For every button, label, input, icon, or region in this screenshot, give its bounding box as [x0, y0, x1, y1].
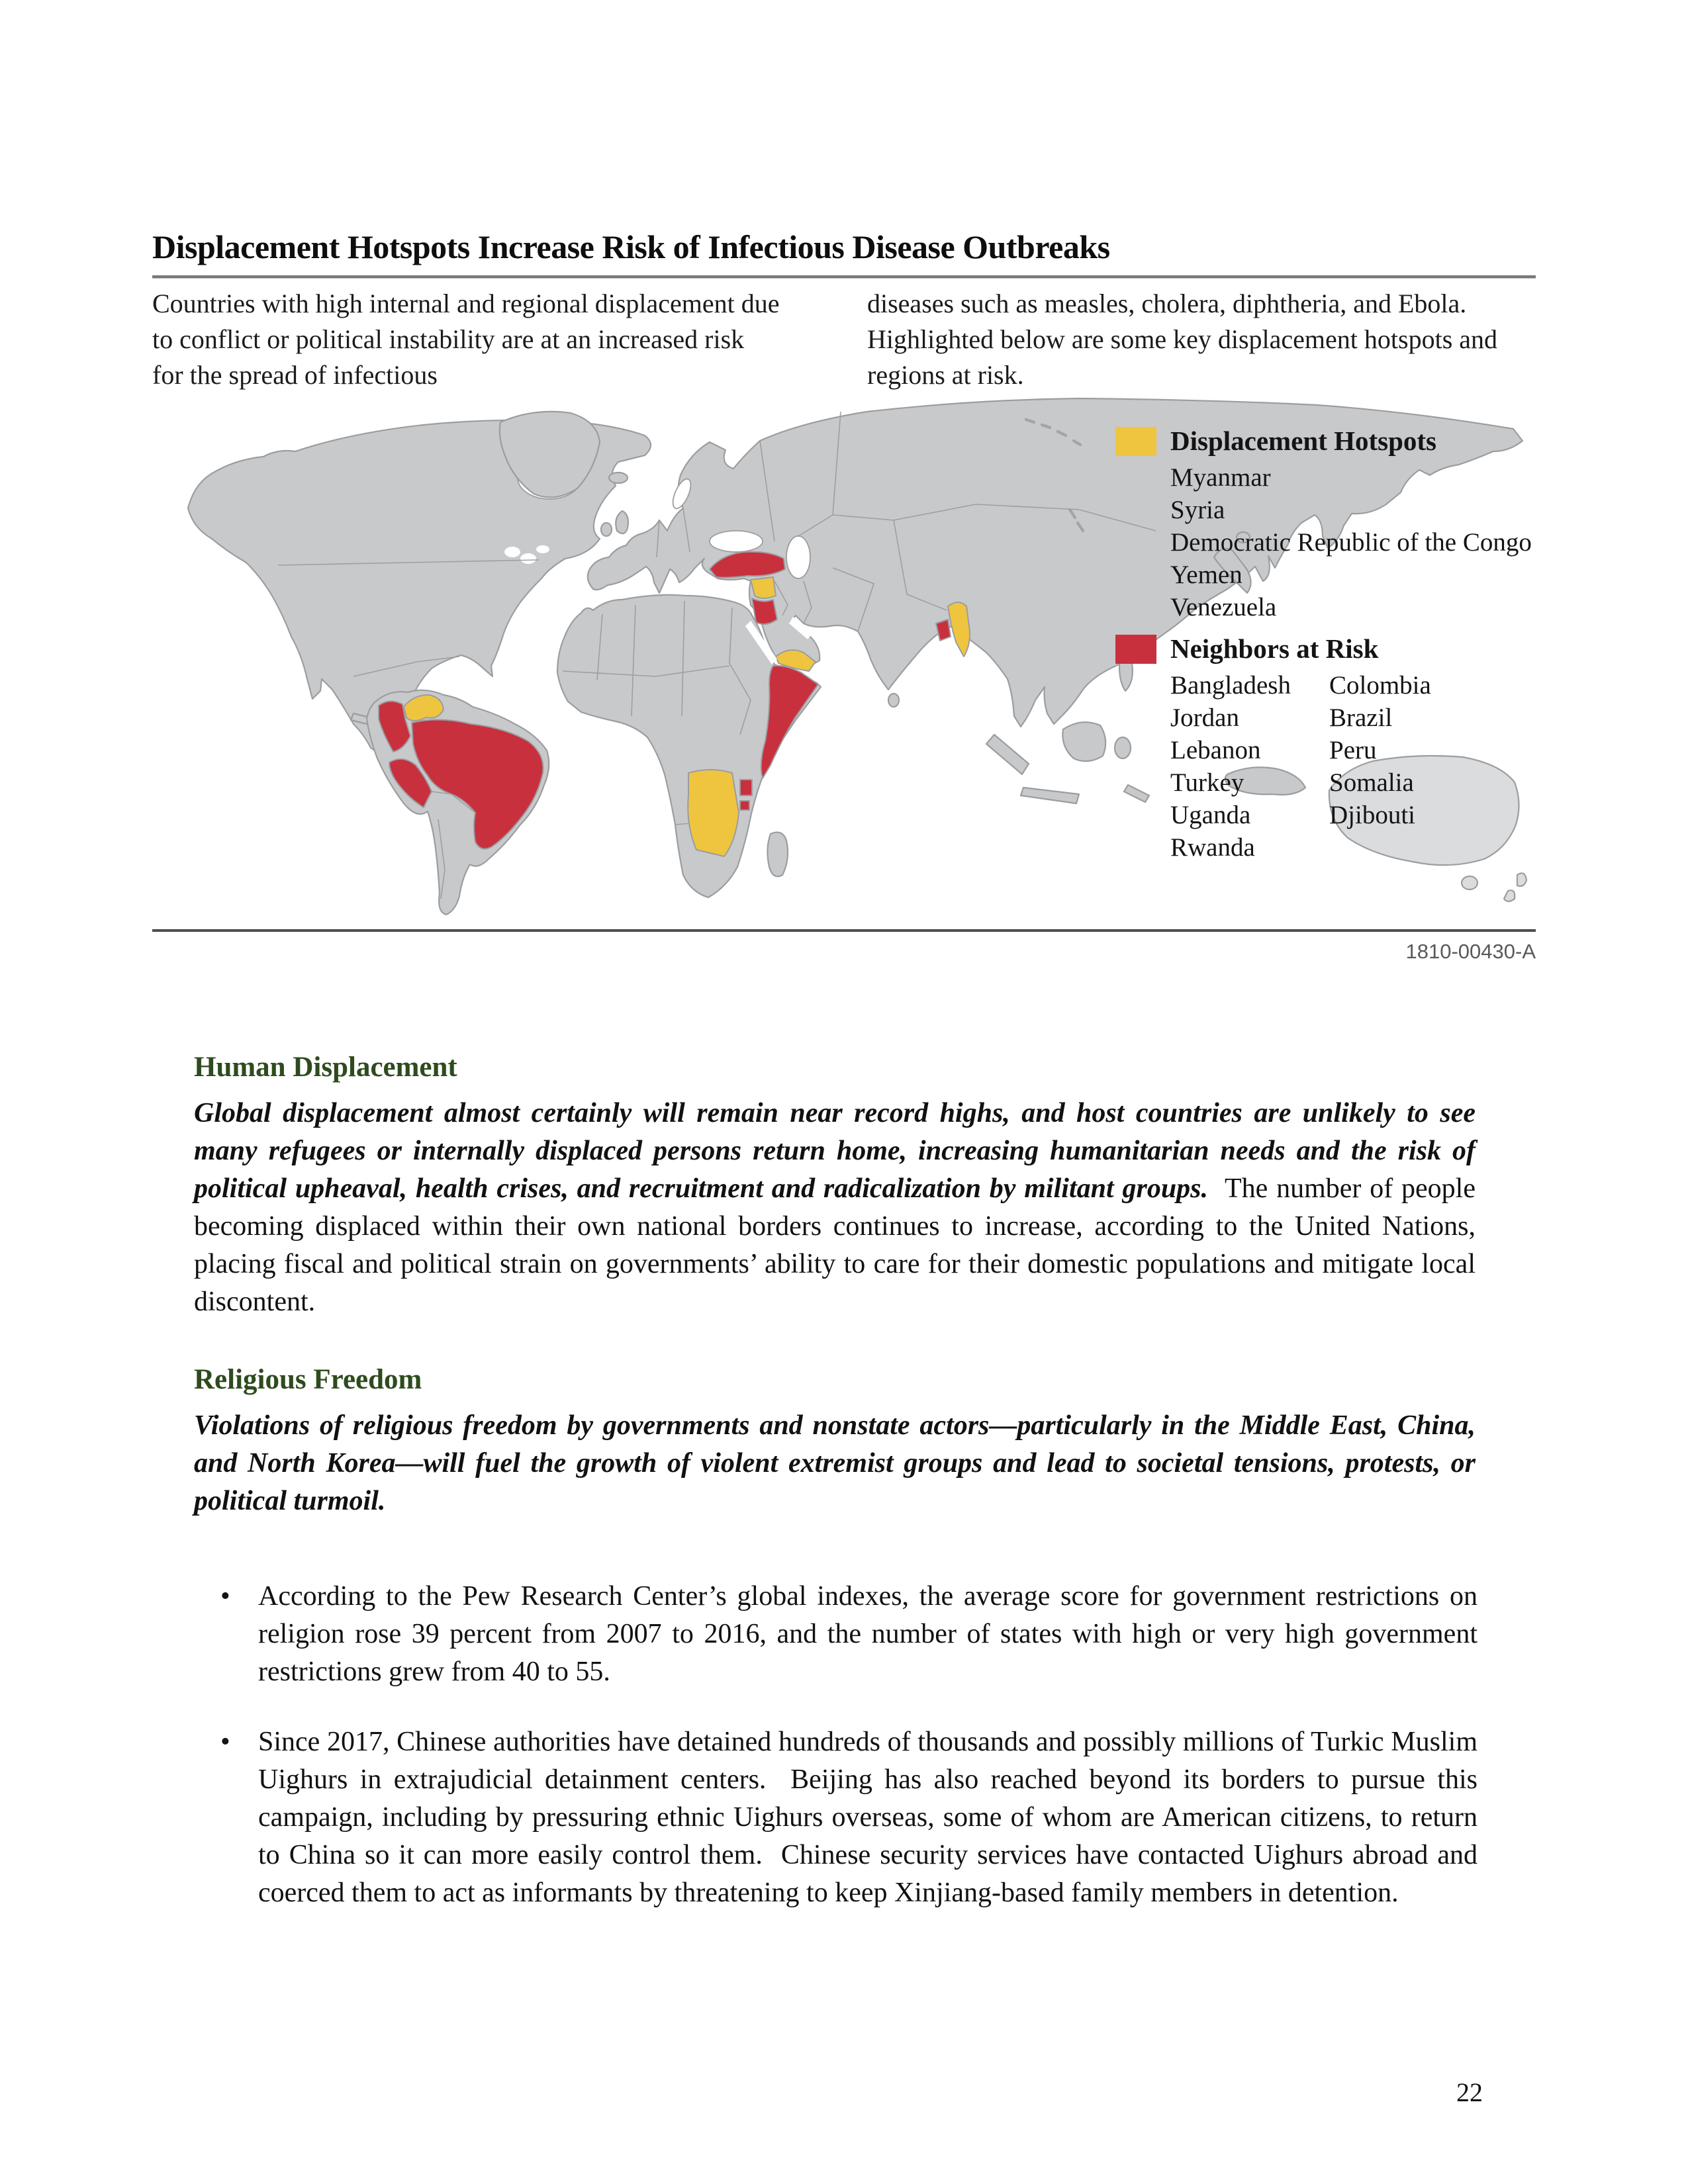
page-number: 22: [1456, 2077, 1483, 2107]
legend-item: Syria: [1170, 496, 1225, 524]
legend-column: [1170, 669, 1329, 864]
figure-bottom-rule: [152, 929, 1536, 932]
bullet-text: According to the Pew Research Center’s global indexes, the average score for government restrictions on religion rose 39 percent from 2007 to 2016, and the number of states with high or very high government restrictions grew from 40 to 55.: [258, 1581, 1485, 1687]
paragraph-body-text: The number of people becoming displaced within their own national borders continues to increase, according to the United Nations, placing fiscal and political strain on governments’ ability to care for their domestic populations and mitigate local discontent.: [194, 1173, 1483, 1317]
country-drc: [688, 770, 739, 856]
world-map-figure: [152, 383, 1536, 920]
legend-item: Brazil: [1329, 704, 1393, 732]
figure-intro-column-2: diseases such as measles, cholera, diphtheria, and Ebola. Highlighted below are some key displacement hotspots and regions at risk.: [867, 289, 1498, 390]
legend-item: Jordan: [1170, 704, 1239, 732]
map-legend: [1115, 425, 1539, 864]
neighbors-color-swatch: [1115, 635, 1156, 664]
neighbors-country-list: [1170, 669, 1539, 864]
paragraph-lead-sentence: Violations of religious freedom by governments and nonstate actors—particularly in the Middle East, China, and North Korea—will fuel the growth of violent extremist groups and lead to societal tensions, protests, or political turmoil.: [194, 1410, 1483, 1516]
legend-item: Rwanda: [1170, 833, 1255, 862]
bullet-marker: •: [220, 1727, 230, 1757]
legend-item: Djibouti: [1329, 801, 1416, 829]
country-syria: [751, 577, 776, 598]
legend-item: Democratic Republic of the Congo: [1170, 528, 1532, 557]
bullet-text: Since 2017, Chinese authorities have detained hundreds of thousands and possibly millions of Turkic Muslim Uighurs in extrajudicial detainment centers. Beijing has also reached beyond its borders to pursue this campaign, including by pressuring ethnic Uighurs overseas, some of whom are American citizens, to return to China so it can more easily control them. Chinese security services have contacted Uighurs abroad and coerced them to act as informants by threatening to keep Xinjiang-based family members in detention.: [258, 1727, 1485, 1908]
religious-freedom-paragraph: [194, 1407, 1483, 1520]
legend-item: Bangladesh: [1170, 671, 1291, 700]
neighbors-legend-label: Neighbors at Risk: [1170, 633, 1379, 664]
figure-id-caption: 1810-00430-A: [1405, 940, 1536, 963]
bullet-item: [220, 1723, 1485, 1912]
country-bangladesh: [936, 619, 951, 641]
country-somalia-djibouti: [761, 666, 818, 778]
bullet-item: [220, 1578, 1485, 1691]
figure-title: Displacement Hotspots Increase Risk of Infectious Disease Outbreaks: [152, 228, 1110, 265]
legend-item: Myanmar: [1170, 463, 1271, 492]
section-heading-human-displacement: Human Displacement: [194, 1052, 457, 1083]
legend-item: Yemen: [1170, 561, 1243, 589]
country-myanmar: [948, 602, 970, 657]
legend-item: Colombia: [1329, 671, 1431, 700]
country-uganda: [740, 780, 752, 796]
legend-item: Somalia: [1329, 768, 1414, 797]
legend-item: Venezuela: [1170, 593, 1277, 621]
title-divider: [152, 275, 1536, 279]
legend-item: Uganda: [1170, 801, 1251, 829]
country-rwanda: [740, 801, 749, 810]
bullet-marker: •: [220, 1581, 230, 1612]
legend-hotspots-group: [1115, 425, 1539, 623]
legend-column: [1329, 669, 1539, 864]
hotspots-legend-label: Displacement Hotspots: [1170, 426, 1437, 456]
figure-intro-column-1: Countries with high internal and regional displacement due to conflict or political instability are at an increased risk for the spread of infectious: [152, 289, 780, 390]
section-heading-religious-freedom: Religious Freedom: [194, 1364, 422, 1395]
legend-item: Turkey: [1170, 768, 1244, 797]
legend-neighbors-group: [1115, 633, 1539, 864]
legend-item: Lebanon: [1170, 736, 1261, 764]
paragraph-lead-sentence: Global displacement almost certainly will remain near record highs, and host countries are unlikely to see many refugees or internally displaced persons return home, increasing humanitarian needs and the risk of political upheaval, health crises, and recruitment and radicalization by militant groups.: [194, 1098, 1483, 1204]
continent-south-america: [367, 690, 549, 915]
hotspots-country-list: [1170, 461, 1539, 623]
legend-item: Peru: [1329, 736, 1377, 764]
hotspots-color-swatch: [1115, 427, 1156, 456]
human-displacement-paragraph: [194, 1095, 1483, 1321]
